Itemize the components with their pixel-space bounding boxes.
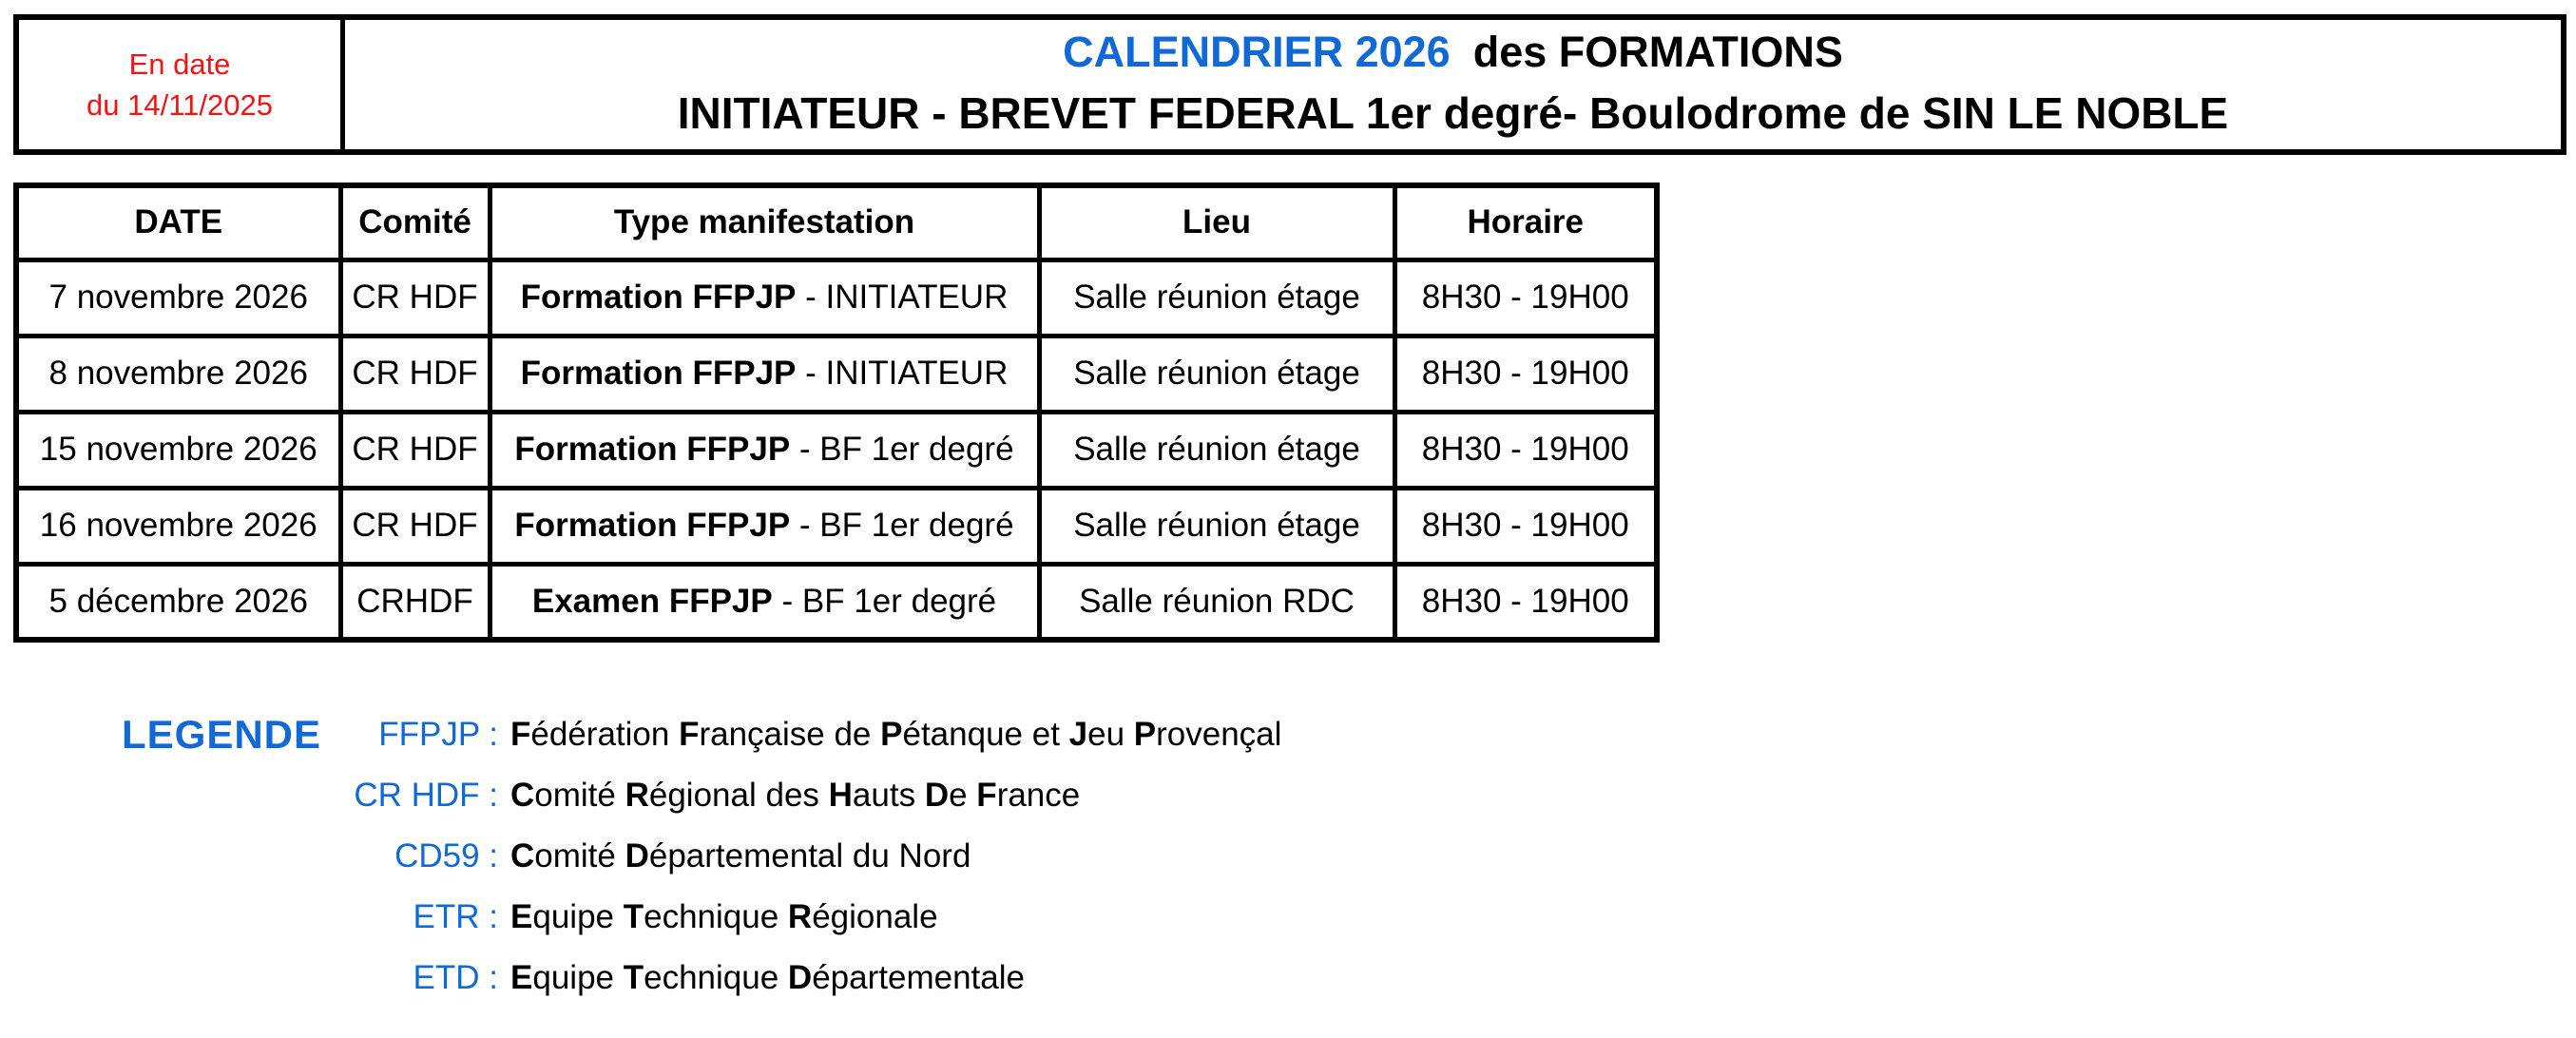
legend-row xyxy=(0,765,1616,826)
table-row xyxy=(16,260,1657,336)
date-stamp-line2: du 14/11/2025 xyxy=(87,88,273,122)
cell-horaire: 8H30 - 19H00 xyxy=(1394,564,1657,640)
cell-lieu: Salle réunion étage xyxy=(1039,412,1394,488)
cell-comite: CR HDF xyxy=(340,336,490,412)
cell-lieu: Salle réunion étage xyxy=(1039,336,1394,412)
legend-description: Equipe Technique Départementale xyxy=(510,959,1025,996)
cell-type: Formation FFPJP - BF 1er degré xyxy=(490,488,1039,564)
table-header-row xyxy=(16,185,1657,260)
table-row xyxy=(16,564,1657,640)
cell-lieu: Salle réunion RDC xyxy=(1039,564,1394,640)
calendar-title-line2: INITIATEUR - BREVET FEDERAL 1er degré- Boulodrome de SIN LE NOBLE xyxy=(677,88,2229,138)
calendar-title-line1 xyxy=(1063,22,1843,83)
cell-type: Examen FFPJP - BF 1er degré xyxy=(490,564,1039,640)
legend-title: LEGENDE xyxy=(122,712,322,757)
cell-type: Formation FFPJP - INITIATEUR xyxy=(490,336,1039,412)
header-box xyxy=(13,14,2566,155)
title-calendar-year: CALENDRIER 2026 xyxy=(1063,28,1451,76)
cell-date: 7 novembre 2026 xyxy=(16,260,340,336)
title-block xyxy=(345,20,2561,149)
legend-label-ffpjp: FFPJP : xyxy=(378,716,498,753)
table-row xyxy=(16,488,1657,564)
cell-comite: CR HDF xyxy=(340,412,490,488)
column-header-comite: Comité xyxy=(340,185,490,260)
legend-row xyxy=(0,948,1616,1009)
legend-label-cd59: CD59 : xyxy=(394,837,498,875)
cell-horaire: 8H30 - 19H00 xyxy=(1394,412,1657,488)
legend-description: Comité Départemental du Nord xyxy=(510,837,971,875)
table-row xyxy=(16,412,1657,488)
cell-comite: CRHDF xyxy=(340,564,490,640)
cell-horaire: 8H30 - 19H00 xyxy=(1394,488,1657,564)
legend-section xyxy=(0,704,1616,1009)
cell-horaire: 8H30 - 19H00 xyxy=(1394,336,1657,412)
legend-description: Comité Régional des Hauts De France xyxy=(510,777,1081,814)
legend-row xyxy=(0,826,1616,887)
cell-date: 5 décembre 2026 xyxy=(16,564,340,640)
cell-date: 16 novembre 2026 xyxy=(16,488,340,564)
cell-date: 8 novembre 2026 xyxy=(16,336,340,412)
column-header-date: DATE xyxy=(16,185,340,260)
date-stamp xyxy=(19,20,345,149)
cell-type: Formation FFPJP - INITIATEUR xyxy=(490,260,1039,336)
legend-label-crhdf: CR HDF : xyxy=(354,777,498,814)
column-header-horaire: Horaire xyxy=(1394,185,1657,260)
cell-lieu: Salle réunion étage xyxy=(1039,488,1394,564)
table-row xyxy=(16,336,1657,412)
schedule-table xyxy=(13,183,1660,643)
cell-date: 15 novembre 2026 xyxy=(16,412,340,488)
date-stamp-line1: En date xyxy=(128,48,231,81)
column-header-type: Type manifestation xyxy=(490,185,1039,260)
cell-horaire: 8H30 - 19H00 xyxy=(1394,260,1657,336)
cell-comite: CR HDF xyxy=(340,260,490,336)
legend-label-etr: ETR : xyxy=(413,898,498,935)
cell-type: Formation FFPJP - BF 1er degré xyxy=(490,412,1039,488)
legend-description: Fédération Française de Pétanque et Jeu Provençal xyxy=(510,716,1282,753)
cell-comite: CR HDF xyxy=(340,488,490,564)
title-formations: des FORMATIONS xyxy=(1472,28,1843,76)
column-header-lieu: Lieu xyxy=(1039,185,1394,260)
cell-lieu: Salle réunion étage xyxy=(1039,260,1394,336)
legend-row xyxy=(0,887,1616,948)
legend-label-etd: ETD : xyxy=(413,959,498,996)
legend-description: Equipe Technique Régionale xyxy=(510,898,938,935)
